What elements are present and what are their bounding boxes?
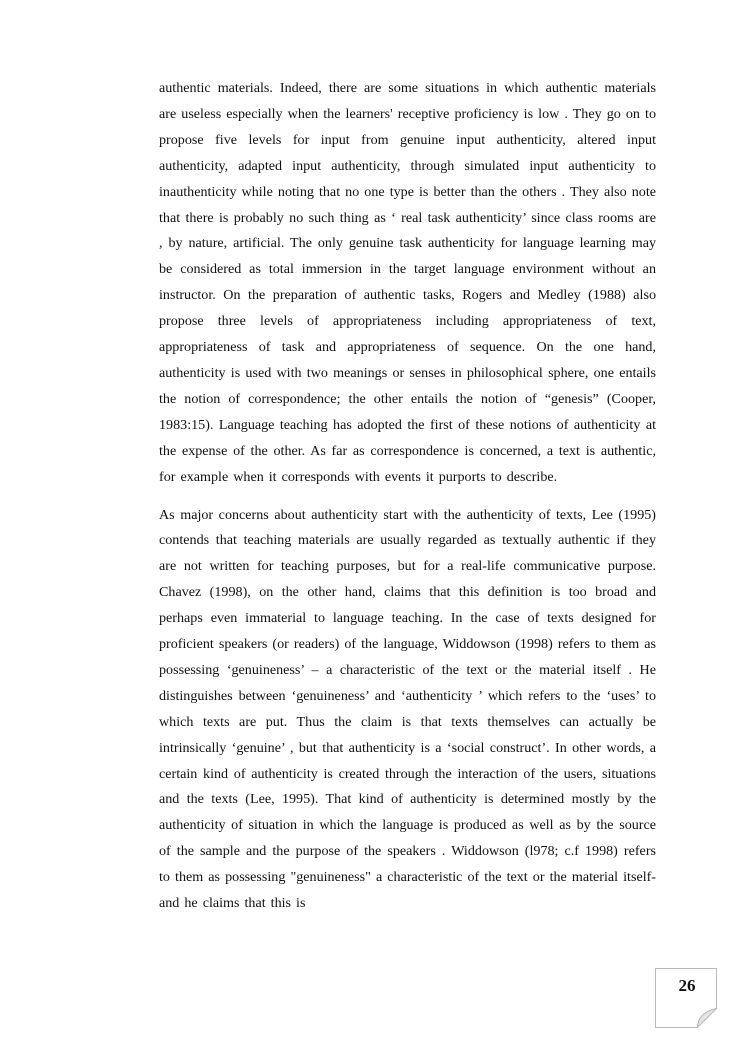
page-number-box [655, 968, 717, 1028]
page-number: 26 [678, 976, 696, 995]
paragraph-authentic-materials: authentic materials. Indeed, there are some situations in which authentic materials are useless especially when the learners' receptive proficiency is low . They go on to propose five levels for input from genuine input authenticity, altered input authenticity, adapted input authenticity, through simulated input authenticity to inauthenticity while noting that no one type is better than the others . They also note that there is probably no such thing as ‘ real task authenticity’ since class rooms are , by nature, artificial. The only genuine task authenticity for language learning may be considered as total immersion in the target language environment without an instructor. On the preparation of authentic tasks, Rogers and Medley (1988) also propose three levels of appropriateness including appropriateness of text, appropriateness of task and appropriateness of sequence. On the one hand, authenticity is used with two meanings or senses in philosophical sphere, one entails the notion of correspondence; the other entails the notion of “genesis” (Cooper, 1983:15). Language teaching has adopted the first of these notions of authenticity at the expense of the other. As far as correspondence is concerned, a text is authentic, for example when it corresponds with events it purports to describe. [159, 80, 656, 485]
document-body [159, 76, 656, 917]
paragraph-major-concerns: As major concerns about authenticity start with the authenticity of texts, Lee (1995) contends that teaching materials are usually regarded as textually authentic if they are not written for teaching purposes, but for a real-life communicative purpose. Chavez (1998), on the other hand, claims that this definition is too broad and perhaps even immaterial to language teaching. In the case of texts designed for proficient speakers (or readers) of the language, Widdowson (1998) refers to them as possessing ‘genuineness’ – a characteristic of the text or the material itself . He distinguishes between ‘genuineness’ and ‘authenticity ’ which refers to the ‘uses’ to which texts are put. Thus the claim is that texts themselves can actually be intrinsically ‘genuine’ , but that authenticity is a ‘social construct’. In other words, a certain kind of authenticity is created through the interaction of the users, situations and the texts (Lee, 1995). That kind of authenticity is determined mostly by the authenticity of situation in which the language is produced as well as by the source of the sample and the purpose of the speakers . Widdowson (l978; c.f 1998) refers to them as possessing "genuineness" a characteristic of the text or the material itself-and he claims that this is [159, 506, 656, 912]
page-number-box-edge [656, 1027, 698, 1028]
page-curl-icon [697, 1008, 717, 1028]
